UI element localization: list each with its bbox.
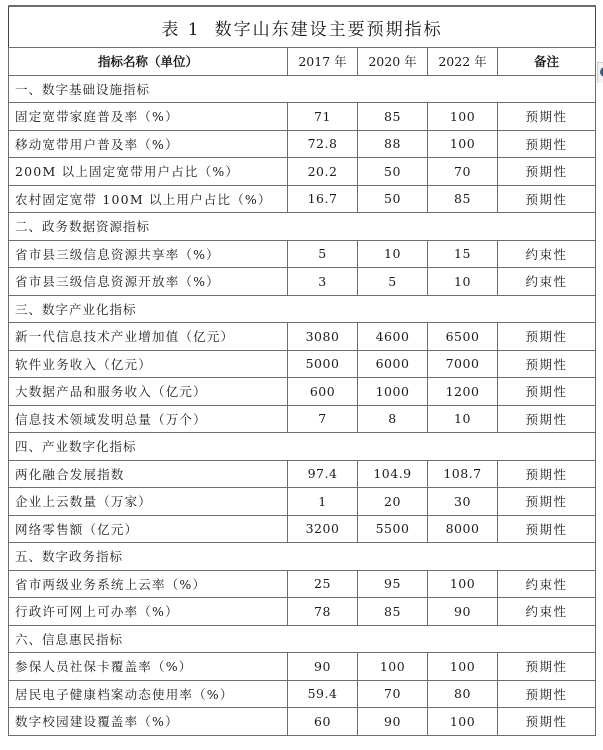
value-2017: 20.2 (288, 158, 358, 186)
table-row (9, 488, 596, 516)
value-2022: 100 (428, 103, 498, 131)
value-2020: 5 (358, 268, 428, 296)
table-row (9, 103, 596, 131)
value-2022: 70 (428, 158, 498, 186)
value-2022: 8000 (428, 515, 498, 543)
note-cell: 预期性 (498, 653, 596, 681)
note-cell: 预期性 (498, 158, 596, 186)
value-2017: 25 (288, 570, 358, 598)
table-title (9, 6, 596, 48)
value-2017: 5000 (288, 350, 358, 378)
column-header-note: 备注 (498, 48, 596, 76)
indicator-name: 新一代信息技术产业增加值（亿元） (9, 323, 288, 351)
value-2020: 90 (358, 708, 428, 736)
section-heading: 二、政务数据资源指标 (9, 213, 596, 241)
indicator-name: 200M 以上固定宽带用户占比（%） (9, 158, 288, 186)
table-row (9, 405, 596, 433)
column-header-name: 指标名称（单位） (9, 48, 288, 76)
table-row (9, 515, 596, 543)
table-row (9, 185, 596, 213)
note-cell: 预期性 (498, 185, 596, 213)
value-2017: 78 (288, 598, 358, 626)
header-row (9, 48, 596, 76)
value-2017: 1 (288, 488, 358, 516)
value-2020: 1000 (358, 378, 428, 406)
value-2022: 100 (428, 653, 498, 681)
note-cell: 预期性 (498, 680, 596, 708)
indicator-name: 软件业务收入（亿元） (9, 350, 288, 378)
indicator-name: 信息技术领域发明总量（万个） (9, 405, 288, 433)
indicator-name: 行政许可网上可办率（%） (9, 598, 288, 626)
indicator-name: 两化融合发展指数 (9, 460, 288, 488)
indicator-name: 参保人员社保卡覆盖率（%） (9, 653, 288, 681)
table-number: 表 1 (161, 19, 201, 40)
table-row (9, 570, 596, 598)
value-2022: 30 (428, 488, 498, 516)
title-row (9, 6, 596, 48)
column-header-2017: 2017 年 (288, 48, 358, 76)
value-2017: 72.8 (288, 130, 358, 158)
note-cell: 预期性 (498, 130, 596, 158)
value-2022: 15 (428, 240, 498, 268)
column-header-2022: 2022 年 (428, 48, 498, 76)
value-2020: 70 (358, 680, 428, 708)
table-row (9, 653, 596, 681)
value-2020: 4600 (358, 323, 428, 351)
value-2020: 8 (358, 405, 428, 433)
value-2020: 85 (358, 598, 428, 626)
section-heading: 一、数字基础设施指标 (9, 75, 596, 103)
value-2020: 5500 (358, 515, 428, 543)
value-2020: 20 (358, 488, 428, 516)
note-cell: 预期性 (498, 323, 596, 351)
indicator-name: 农村固定宽带 100M 以上用户占比（%） (9, 185, 288, 213)
value-2022: 90 (428, 598, 498, 626)
value-2017: 71 (288, 103, 358, 131)
value-2017: 3 (288, 268, 358, 296)
note-cell: 约束性 (498, 570, 596, 598)
note-cell: 预期性 (498, 515, 596, 543)
table-row (9, 350, 596, 378)
value-2022: 1200 (428, 378, 498, 406)
value-2022: 7000 (428, 350, 498, 378)
column-header-2020: 2020 年 (358, 48, 428, 76)
note-cell: 预期性 (498, 708, 596, 736)
section-heading: 五、数字政务指标 (9, 543, 596, 571)
value-2017: 3080 (288, 323, 358, 351)
note-cell: 约束性 (498, 598, 596, 626)
value-2022: 6500 (428, 323, 498, 351)
indicator-name: 固定宽带家庭普及率（%） (9, 103, 288, 131)
value-2017: 16.7 (288, 185, 358, 213)
section-row (9, 295, 596, 323)
value-2022: 108.7 (428, 460, 498, 488)
indicator-name: 数字校园建设覆盖率（%） (9, 708, 288, 736)
section-row (9, 75, 596, 103)
table-row (9, 158, 596, 186)
indicator-name: 省市县三级信息资源开放率（%） (9, 268, 288, 296)
table-row (9, 323, 596, 351)
note-cell: 预期性 (498, 350, 596, 378)
table-row (9, 130, 596, 158)
note-cell: 预期性 (498, 103, 596, 131)
indicators-table (8, 5, 596, 736)
value-2020: 85 (358, 103, 428, 131)
value-2017: 60 (288, 708, 358, 736)
note-cell: 预期性 (498, 405, 596, 433)
value-2020: 100 (358, 653, 428, 681)
indicator-name: 居民电子健康档案动态使用率（%） (9, 680, 288, 708)
value-2020: 10 (358, 240, 428, 268)
value-2022: 10 (428, 405, 498, 433)
value-2020: 95 (358, 570, 428, 598)
indicator-name: 企业上云数量（万家） (9, 488, 288, 516)
value-2017: 90 (288, 653, 358, 681)
value-2020: 50 (358, 158, 428, 186)
section-row (9, 543, 596, 571)
section-row (9, 433, 596, 461)
indicator-name: 省市两级业务系统上云率（%） (9, 570, 288, 598)
value-2022: 80 (428, 680, 498, 708)
value-2020: 88 (358, 130, 428, 158)
table-row (9, 378, 596, 406)
table-row (9, 598, 596, 626)
value-2022: 100 (428, 708, 498, 736)
side-scroll-widget[interactable] (597, 62, 603, 83)
value-2022: 85 (428, 185, 498, 213)
section-row (9, 213, 596, 241)
section-heading: 三、数字产业化指标 (9, 295, 596, 323)
value-2022: 100 (428, 570, 498, 598)
indicator-name: 省市县三级信息资源共享率（%） (9, 240, 288, 268)
indicator-name: 移动宽带用户普及率（%） (9, 130, 288, 158)
table-title-text: 数字山东建设主要预期指标 (214, 19, 443, 40)
value-2017: 3200 (288, 515, 358, 543)
note-cell: 约束性 (498, 240, 596, 268)
value-2020: 104.9 (358, 460, 428, 488)
note-cell: 预期性 (498, 378, 596, 406)
note-cell: 预期性 (498, 488, 596, 516)
value-2017: 600 (288, 378, 358, 406)
value-2020: 6000 (358, 350, 428, 378)
value-2020: 50 (358, 185, 428, 213)
section-heading: 六、信息惠民指标 (9, 625, 596, 653)
note-cell: 约束性 (498, 268, 596, 296)
table-row (9, 680, 596, 708)
table-row (9, 708, 596, 736)
value-2017: 7 (288, 405, 358, 433)
note-cell: 预期性 (498, 460, 596, 488)
table-row (9, 240, 596, 268)
value-2017: 5 (288, 240, 358, 268)
table-row (9, 460, 596, 488)
table-row (9, 268, 596, 296)
section-heading: 四、产业数字化指标 (9, 433, 596, 461)
value-2017: 97.4 (288, 460, 358, 488)
section-row (9, 625, 596, 653)
indicator-name: 网络零售额（亿元） (9, 515, 288, 543)
value-2022: 10 (428, 268, 498, 296)
indicator-name: 大数据产品和服务收入（亿元） (9, 378, 288, 406)
value-2022: 100 (428, 130, 498, 158)
value-2017: 59.4 (288, 680, 358, 708)
